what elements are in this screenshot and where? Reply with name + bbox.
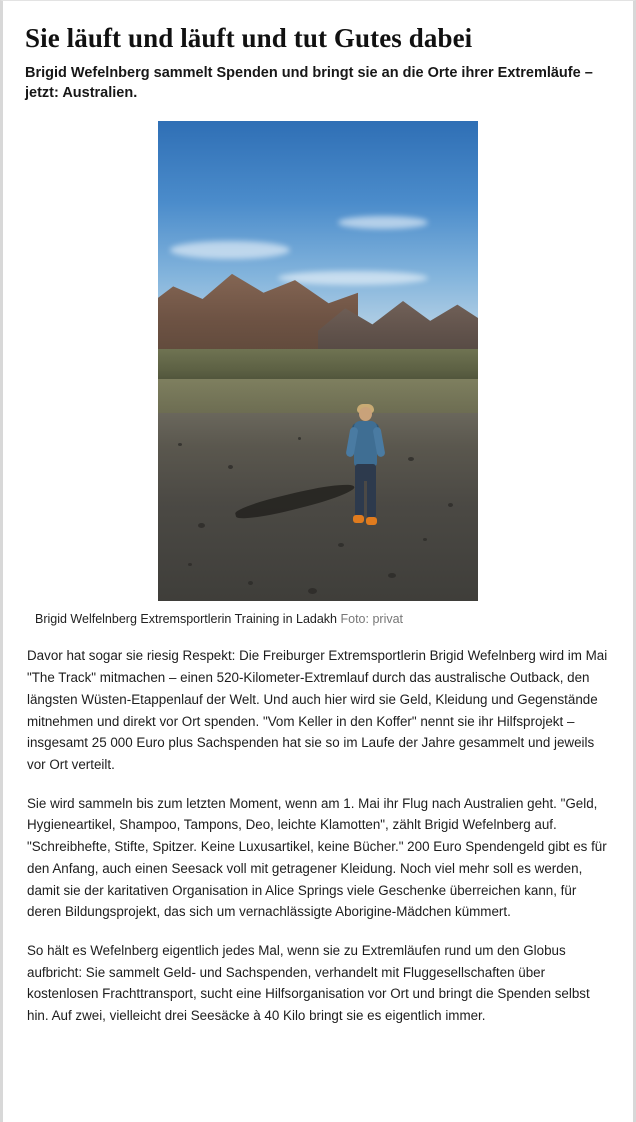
runner-head	[359, 407, 372, 421]
gravel-speck	[423, 538, 427, 541]
runner-shoe-left	[353, 515, 364, 523]
gravel-speck	[448, 503, 453, 507]
gravel-speck	[388, 573, 396, 578]
gravel-ground	[158, 413, 478, 601]
article-photo	[158, 121, 478, 601]
gravel-speck	[248, 581, 253, 585]
runner-leg-gap	[364, 481, 367, 518]
article-paragraph: Davor hat sogar sie riesig Respekt: Die Freiburger Extremsportlerin Brigid Wefelnberg wird im Mai "The Track" mitmachen – einen 520-Kilometer-Extremlauf durch das australische Outback, den längsten Wüsten-Etappenlauf der Welt. Und auch hier wird sie Geld, Kleidung und Gegenstände mitnehmen und direkt vor Ort spenden. "Vom Keller in den Koffer" nennt sie ihr Hilfsprojekt – insgesamt 25 000 Euro plus Sachspenden hat sie so im Laufe der Jahre gesammelt und jeweils vor Ort verteilt.	[27, 648, 608, 772]
image-credit: Foto: privat	[340, 612, 404, 627]
article-paragraph: Sie wird sammeln bis zum letzten Moment, wenn am 1. Mai ihr Flug nach Australien geht. "Geld, Hygieneartikel, Shampoo, Tampons, Deo, leichte Klamotten", zählt Brigid Wefelnberg auf. "Schreibhefte, Stifte, Spitzer. Keine Luxusartikel, keine Bücher." 200 Euro Spendengeld gibt es für den Anfang, auch einen Seesack voll mit getragener Kleidung. Noch viel mehr soll es werden, damit sie der karitativen Organisation in Alice Springs viele Geschenke überreichen kann, für deren Bildungsprojekt, das sich um vernachlässigte Aborigine-Mädchen kümmert.	[27, 795, 607, 920]
runner-figure	[344, 401, 386, 561]
article-paragraph: So hält es Wefelnberg eigentlich jedes Mal, wenn sie zu Extremläufen rund um den Globus aufbricht: Sie sammelt Geld- und Sachspenden, verhandelt mit Fluggesellschaften über kostenlosen Frachttransport, sucht eine Hilfsorganisation vor Ort und bringt die Spenden selbst hin. Auf zwei, vielleicht drei Seesäcke à 40 Kilo bringt sie es eigentlich immer.	[27, 942, 590, 1024]
gravel-speck	[198, 523, 205, 528]
gravel-speck	[308, 588, 317, 594]
page-title: Sie läuft und läuft und tut Gutes dabei	[25, 23, 473, 53]
gravel-speck	[298, 437, 301, 440]
image-caption	[35, 611, 611, 627]
article-subheadline: Brigid Wefelnberg sammelt Spenden und bringt sie an die Orte ihrer Extremläufe – jetzt: Australien.	[25, 65, 593, 102]
article-body	[25, 645, 611, 1026]
runner-shoe-right	[366, 517, 377, 525]
gravel-speck	[188, 563, 192, 566]
gravel-speck	[408, 457, 414, 461]
gravel-speck	[228, 465, 233, 469]
image-caption-text: Brigid Welfelnberg Extremsportlerin Training in Ladakh	[35, 612, 338, 627]
valley-ridge	[158, 349, 478, 383]
gravel-speck	[178, 443, 182, 446]
article-figure	[25, 121, 611, 627]
